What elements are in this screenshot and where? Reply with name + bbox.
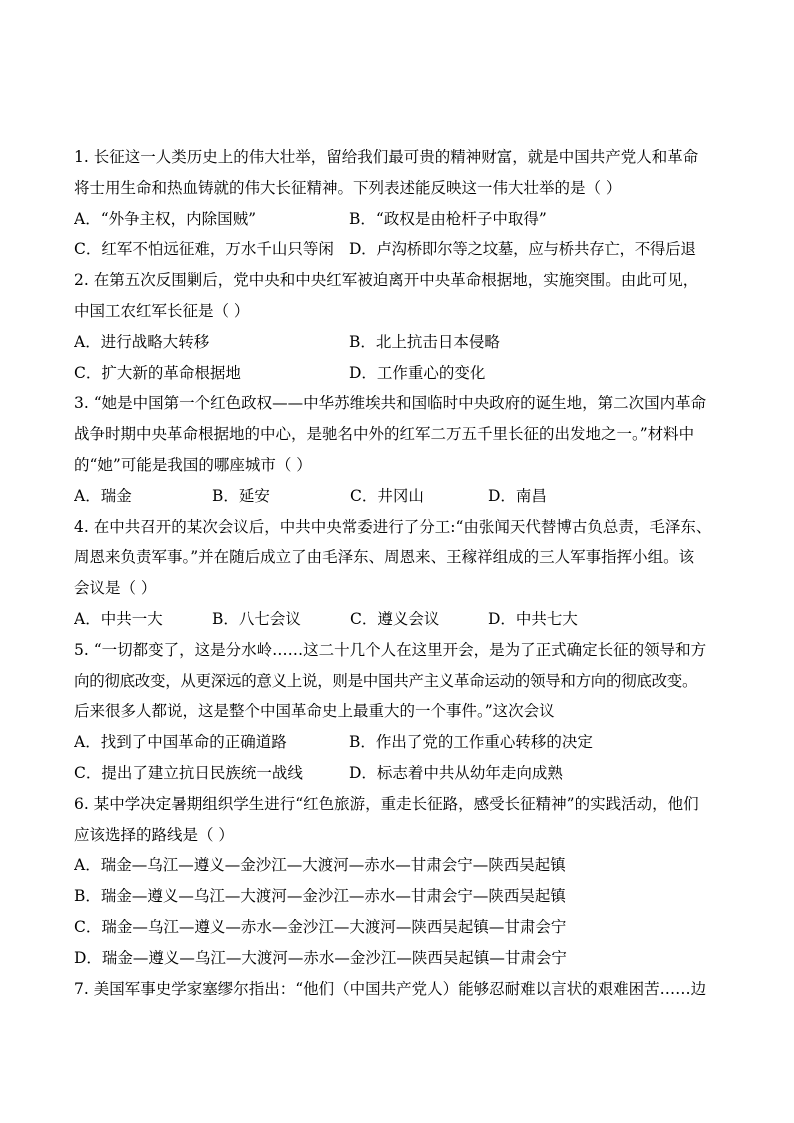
question-4-option-d: D．中共七大 (488, 609, 578, 628)
question-5-option-a: A．找到了中国革命的正确道路 (74, 733, 287, 752)
question-5-options-row-2 (74, 758, 734, 789)
question-4-options-row (74, 604, 734, 635)
question-3-option-a: A．瑞金 (74, 486, 132, 505)
question-2-stem-line-1: 2. 在第五次反围剿后，党中央和中央红军被迫离开中央革命根据地，实施突围。由此可见， (74, 271, 699, 290)
question-4-option-a: A．中共一大 (74, 609, 163, 628)
question-3-stem-line-3: 的“她”可能是我国的哪座城市（ ） (74, 455, 312, 474)
question-3-options-row (74, 481, 734, 512)
question-1-options-row-2 (74, 234, 734, 265)
question-2-options-row-1 (74, 327, 734, 358)
question-5-options-row-1 (74, 727, 734, 758)
question-3-stem-line-1: 3. “她是中国第一个红色政权——中华苏维埃共和国临时中央政府的诞生地，第二次国内革命 (74, 394, 707, 413)
question-5-option-b: B．作出了党的工作重心转移的决定 (349, 733, 593, 752)
question-3-option-c: C．井冈山 (350, 486, 424, 505)
question-5-option-c: C．提出了建立抗日民族统一战线 (74, 763, 303, 782)
question-2-option-a: A．进行战略大转移 (74, 332, 210, 351)
question-2-stem-line-2: 中国工农红军长征是（ ） (74, 301, 250, 320)
question-3-stem-line-2: 战争时期中央革命根据地的中心，是驰名中外的红军二万五千里长征的出发地之一。”材料中 (74, 425, 695, 444)
question-1-stem-line-1: 1. 长征这一人类历史上的伟大壮举，留给我们最可贵的精神财富，就是中国共产党人和革命 (74, 148, 699, 166)
question-5-stem-line-3: 后来很多人都说，这是整个中国革命史上最重大的一个事件。”这次会议 (74, 702, 555, 721)
question-2-option-b: B．北上抗击日本侵略 (349, 332, 500, 351)
question-5-stem-line-1: 5. “一切都变了，这是分水岭……这二十几个人在这里开会，是为了正式确定长征的领导和方 (74, 640, 707, 659)
question-2-option-d: D．工作重心的变化 (349, 363, 486, 382)
question-2-options-row-2 (74, 358, 734, 389)
question-6-option-d: D．瑞金—遵义—乌江—大渡河—赤水—金沙江—陕西吴起镇—甘肃会宁 (74, 948, 567, 967)
question-6-option-b: B．瑞金—遵义—乌江—大渡河—金沙江—赤水—甘肃会宁—陕西吴起镇 (74, 887, 566, 906)
question-6-option-a: A．瑞金—乌江—遵义—金沙江—大渡河—赤水—甘肃会宁—陕西吴起镇 (74, 856, 566, 875)
question-6-stem-line-1: 6. 某中学决定暑期组织学生进行“红色旅游，重走长征路，感受长征精神”的实践活动，他们 (74, 794, 699, 813)
question-4-option-c: C．遵义会议 (350, 609, 440, 628)
question-list (74, 142, 734, 1004)
question-4-option-b: B．八七会议 (212, 609, 301, 628)
question-3-option-b: B．延安 (212, 486, 270, 505)
question-5-option-d: D．标志着中共从幼年走向成熟 (349, 763, 563, 782)
question-1-option-c: C．红军不怕远征难，万水千山只等闲 (74, 240, 334, 259)
question-1-option-d: D．卢沟桥即尔等之坟墓，应与桥共存亡，不得后退 (349, 240, 696, 259)
question-2-option-c: C．扩大新的革命根据地 (74, 363, 241, 382)
question-5-stem-line-2: 向的彻底改变，从更深远的意义上说，则是中国共产主义革命运动的领导和方向的彻底改变。 (74, 671, 698, 690)
question-3-option-d: D．南昌 (488, 486, 547, 505)
question-7-stem-line-1: 7. 美国军事史学家塞缪尔指出：“他们（中国共产党人）能够忍耐难以言状的艰难困苦……边 (74, 979, 707, 998)
question-1-stem-line-2: 将士用生命和热血铸就的伟大长征精神。下列表述能反映这一伟大壮举的是（ ） (74, 178, 622, 197)
question-1-option-b: B．“政权是由枪杆子中取得” (349, 209, 547, 228)
question-1-options-row-1 (74, 204, 734, 235)
question-4-stem-line-2: 周恩来负责军事。”并在随后成立了由毛泽东、周恩来、王稼祥组成的三人军事指挥小组。该 (74, 548, 695, 567)
question-6-option-c: C．瑞金—乌江—遵义—赤水—金沙江—大渡河—陕西吴起镇—甘肃会宁 (74, 917, 567, 936)
question-6-stem-line-2: 应该选择的路线是（ ） (74, 825, 234, 844)
question-4-stem-line-3: 会议是（ ） (74, 579, 157, 598)
question-4-stem-line-1: 4. 在中共召开的某次会议后，中共中央常委进行了分工:“由张闻天代替博古负总责，毛泽东、 (74, 517, 712, 536)
question-1-option-a: A．“外争主权，内除国贼” (74, 209, 257, 228)
